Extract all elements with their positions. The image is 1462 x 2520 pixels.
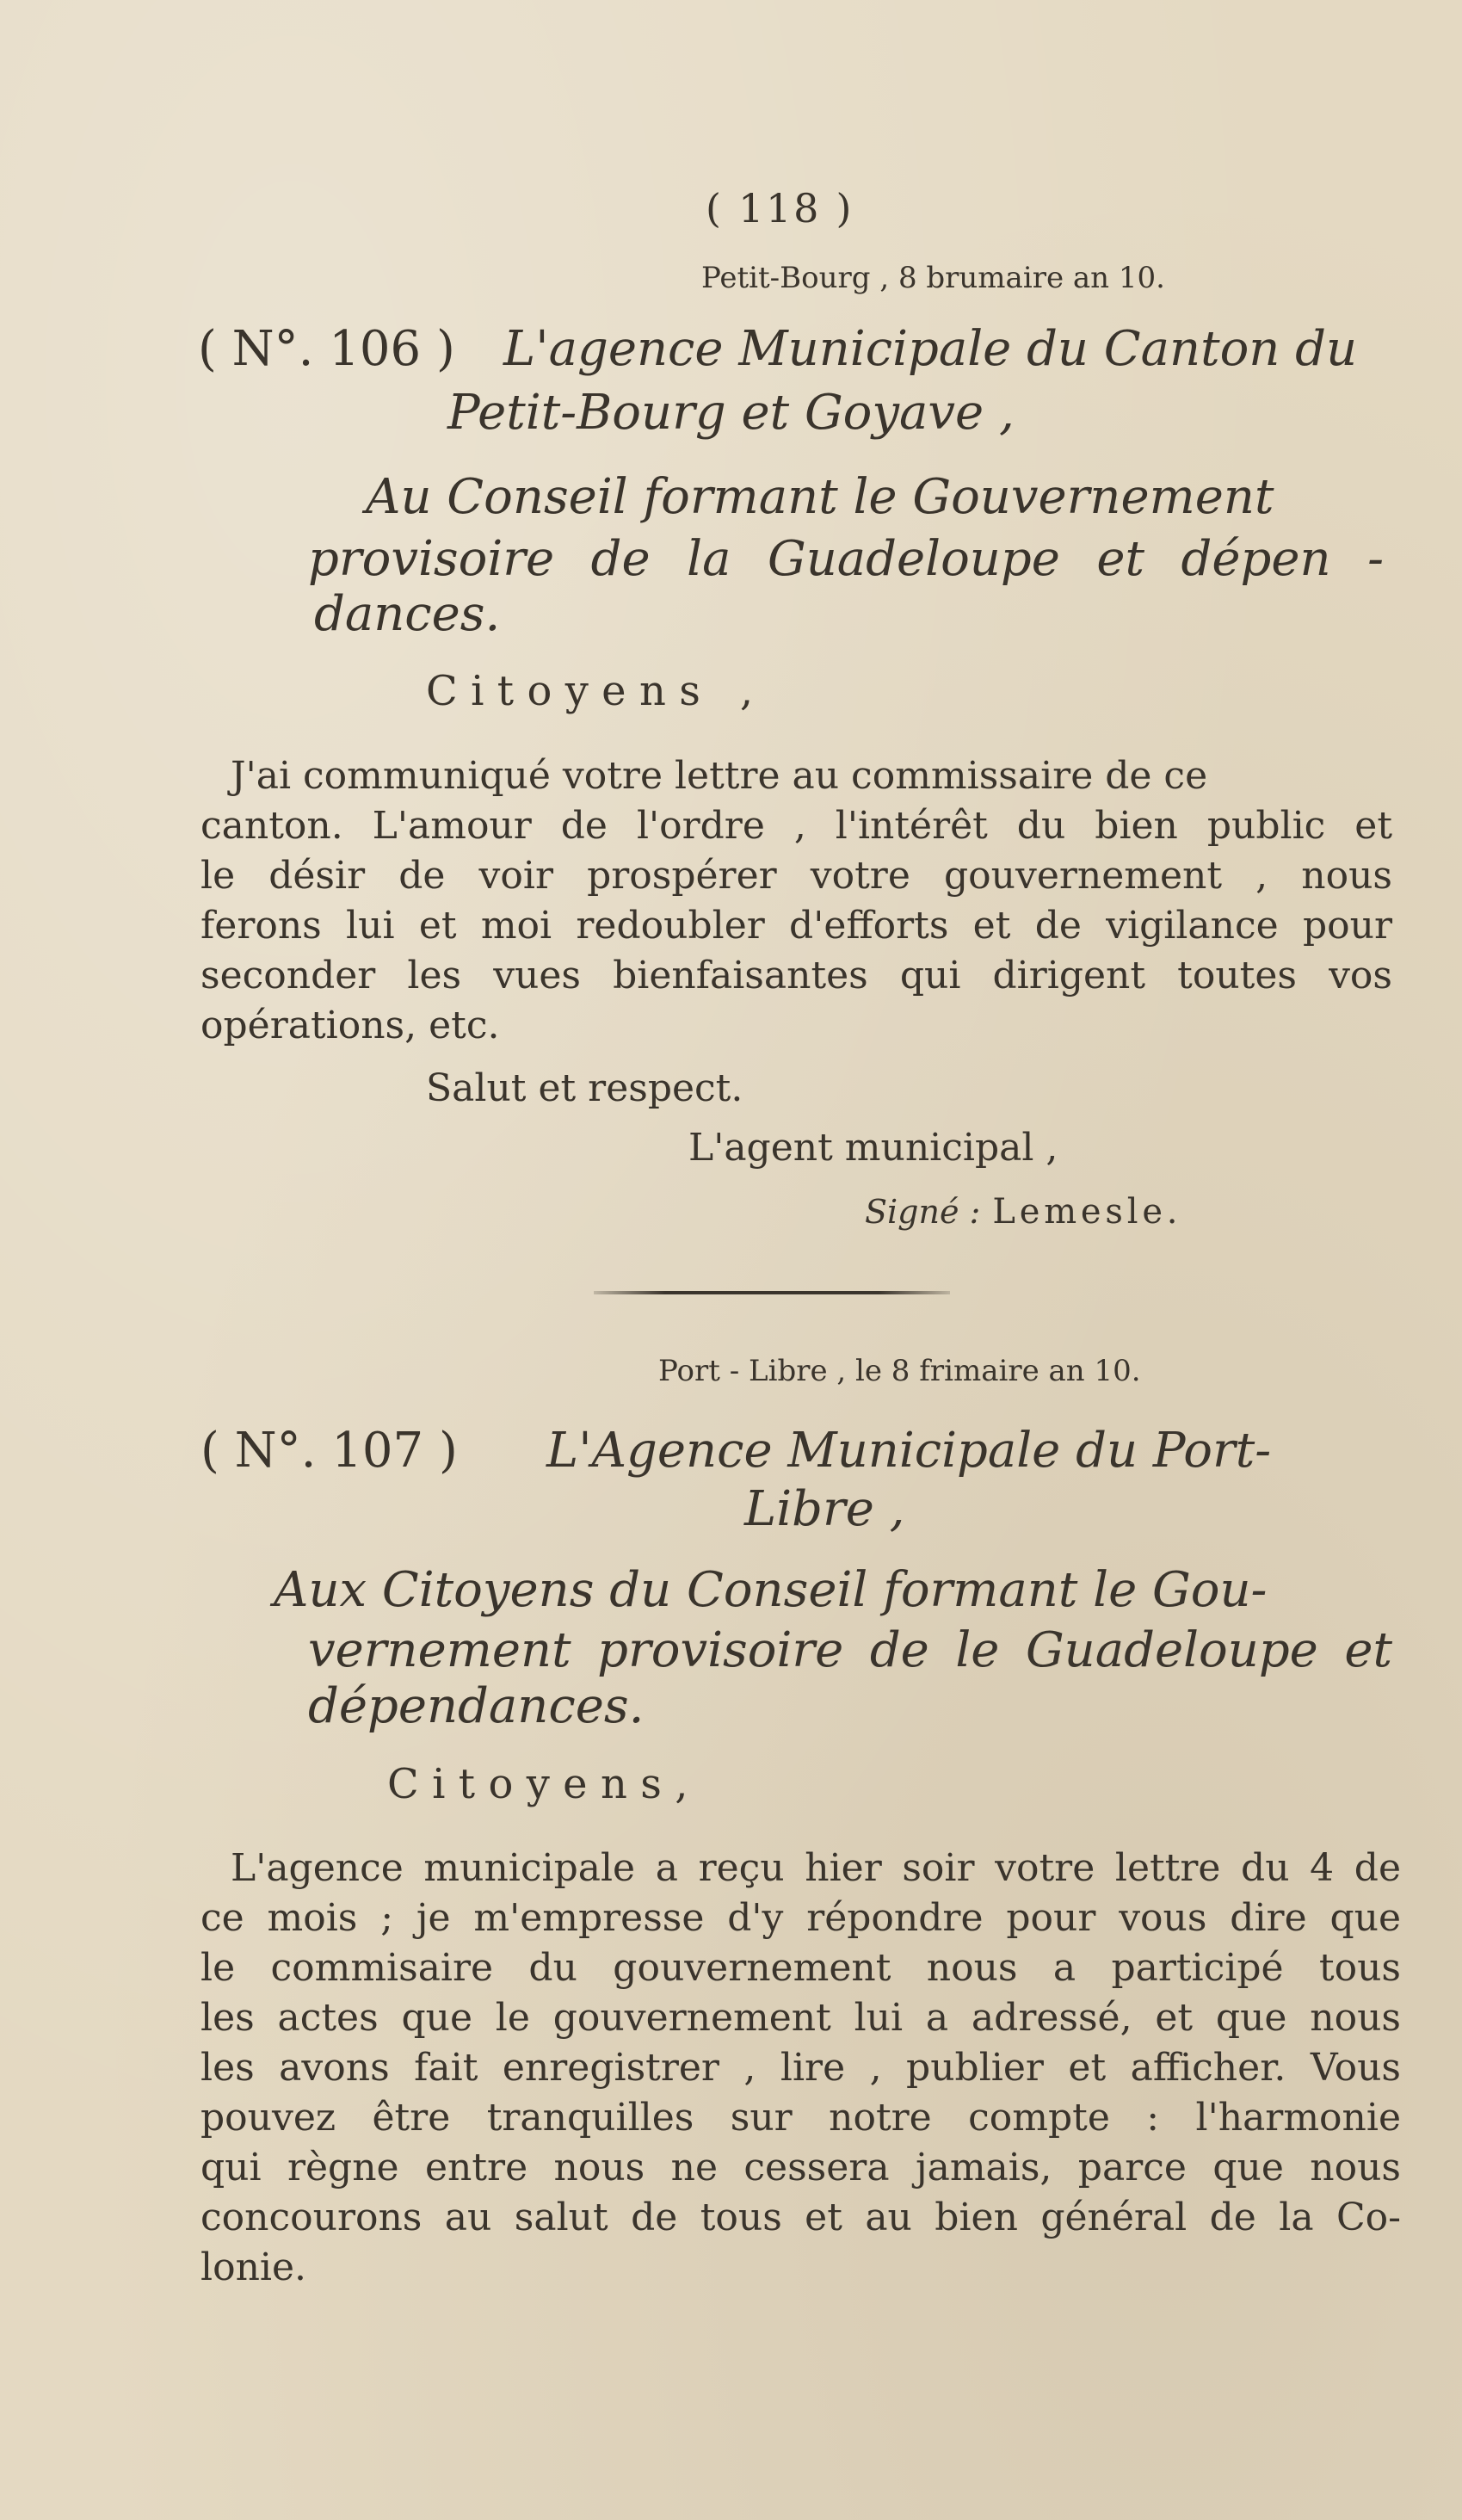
letter-107-from-line1: L'Agence Municipale du Port-	[546, 1423, 1272, 1479]
letter-106-signer-title: L'agent municipal ,	[688, 1126, 1058, 1170]
letter-106-from-line2: Petit-Bourg et Goyave ,	[447, 385, 1015, 441]
section-divider	[594, 1291, 950, 1294]
letter-106-closing: Salut et respect.	[426, 1066, 743, 1110]
letter-106-body-line-1: J'ai communiqué votre lettre au commissaire de ce	[231, 754, 1208, 798]
letter-107-number: ( N°. 107 )	[200, 1423, 458, 1479]
letter-107-body-line-4: les actes que le gouvernement lui a adressé, et que nous	[200, 1996, 1401, 2040]
letter-107-salutation: Citoyens,	[387, 1760, 701, 1808]
letter-106-to-line1: Au Conseil formant le Gouvernement	[366, 469, 1274, 525]
letter-107-body-last-line: lonie.	[200, 2245, 306, 2289]
letter-107-dateline: Port - Libre , le 8 frimaire an 10.	[658, 1354, 1141, 1388]
letter-106-salutation: Citoyens ,	[426, 667, 767, 715]
letter-106-body-line-6: opérations, etc.	[200, 1004, 500, 1047]
letter-107-to-line2: vernement provisoire de le Guadeloupe et	[308, 1622, 1392, 1678]
letter-106-dateline: Petit-Bourg , 8 brumaire an 10.	[701, 261, 1165, 295]
letter-106-body-line-5: seconder les vues bienfaisantes qui dirigent toutes vos	[200, 954, 1392, 998]
letter-106-to-line2: provisoire de la Guadeloupe et dépen -	[308, 531, 1384, 587]
letter-106-signer-name: Lemesle.	[992, 1192, 1182, 1232]
letter-107-from-line2: Libre ,	[744, 1481, 905, 1537]
letter-107-to-line1: Aux Citoyens du Conseil formant le Gou-	[274, 1562, 1268, 1618]
letter-107-body-line-1: L'agence municipale a reçu hier soir votre lettre du 4 de	[231, 1846, 1401, 1890]
letter-107-body-line-8: concourons au salut de tous et au bien général de la Co-	[200, 2196, 1401, 2239]
letter-107-to-line3: dépendances.	[308, 1678, 645, 1734]
letter-106-to-line3: dances.	[314, 586, 501, 642]
letter-107-body-line-3: le commisaire du gouvernement nous a participé tous	[200, 1946, 1401, 1990]
letter-106-body-line-3: le désir de voir prospérer votre gouvernement , nous	[200, 854, 1392, 898]
letter-107-body-line-2: ce mois ; je m'empresse d'y répondre pour vous dire que	[200, 1896, 1401, 1940]
letter-107-body-line-7: qui règne entre nous ne cessera jamais, parce que nous	[200, 2146, 1401, 2190]
letter-107-body-line-5: les avons fait enregistrer , lire , publier et afficher. Vous	[200, 2046, 1401, 2090]
letter-107-body-line-6: pouvez être tranquilles sur notre compte : l'harmonie	[200, 2096, 1401, 2140]
letter-106-signed-label: Signé :	[865, 1193, 981, 1231]
letter-106-body-line-4: ferons lui et moi redoubler d'efforts et de vigilance pour	[200, 904, 1392, 948]
letter-106-number: ( N°. 106 )	[198, 321, 455, 377]
letter-106-body-line-2: canton. L'amour de l'ordre , l'intérêt du bien public et	[200, 804, 1392, 848]
letter-106-from-line1: L'agence Municipale du Canton du	[503, 321, 1358, 377]
page-number: ( 118 )	[706, 185, 854, 232]
